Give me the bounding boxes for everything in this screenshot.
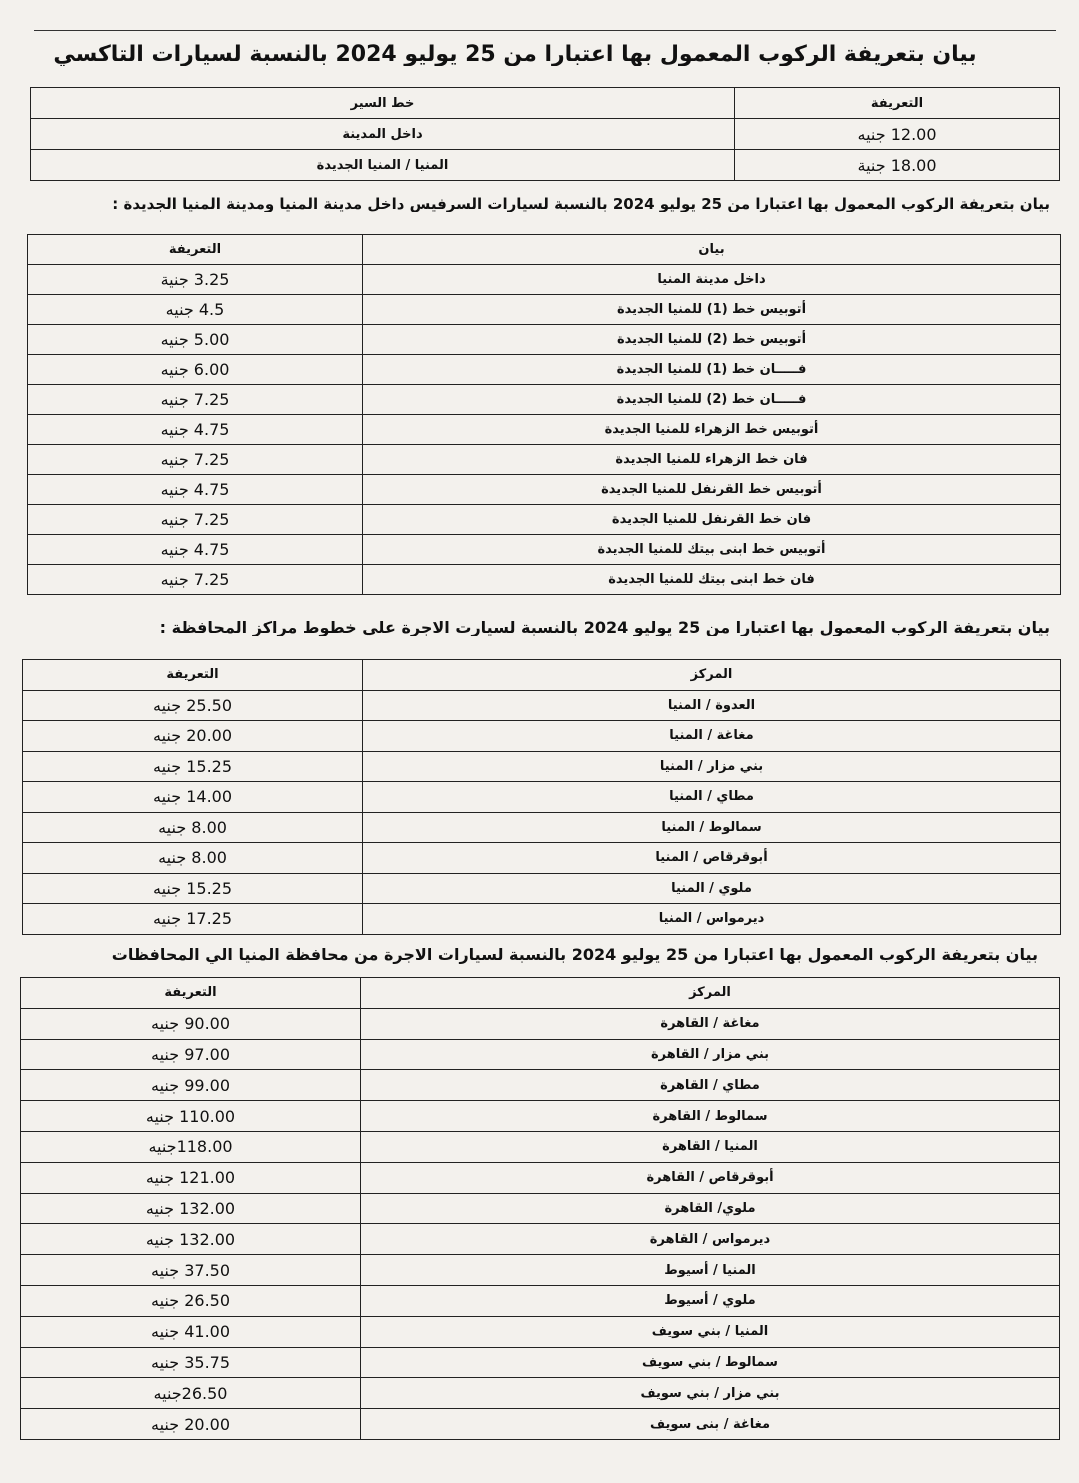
fare-cell: 14.00 جنيه bbox=[23, 782, 363, 813]
route-cell: المنيا / القاهرة bbox=[361, 1131, 1060, 1162]
route-cell: بني مزار / المنيا bbox=[363, 751, 1061, 782]
fare-cell: 37.50 جنيه bbox=[21, 1255, 361, 1286]
table-row bbox=[21, 1378, 1060, 1409]
table-row bbox=[28, 445, 1061, 475]
fare-cell: التعريفة bbox=[28, 235, 363, 265]
table-row bbox=[31, 119, 1060, 150]
fare-cell: 90.00 جنيه bbox=[21, 1008, 361, 1039]
route-cell: مطاي / القاهرة bbox=[361, 1070, 1060, 1101]
fare-cell: 99.00 جنيه bbox=[21, 1070, 361, 1101]
fare-cell: 41.00 جنيه bbox=[21, 1316, 361, 1347]
route-cell: خط السير bbox=[31, 88, 735, 119]
fare-cell: 7.25 جنيه bbox=[28, 505, 363, 535]
route-cell: فان خط الزهراء للمنيا الجديدة bbox=[363, 445, 1061, 475]
route-cell: ملوي/ القاهرة bbox=[361, 1193, 1060, 1224]
table-row bbox=[28, 505, 1061, 535]
route-cell: أتوبيس خط ابنى بيتك للمنيا الجديدة bbox=[363, 535, 1061, 565]
table-row bbox=[23, 690, 1061, 721]
top-rule bbox=[34, 30, 1056, 31]
route-cell: أبوقرقاص / المنيا bbox=[363, 843, 1061, 874]
fare-cell: 6.00 جنيه bbox=[28, 355, 363, 385]
service-fares-table bbox=[27, 234, 1061, 595]
route-cell: ديرمواس / المنيا bbox=[363, 904, 1061, 935]
route-cell: المنيا / بني سويف bbox=[361, 1316, 1060, 1347]
fare-cell: 97.00 جنيه bbox=[21, 1039, 361, 1070]
table-header-row bbox=[21, 978, 1060, 1009]
route-cell: بيان bbox=[363, 235, 1061, 265]
route-cell: داخل مدينة المنيا bbox=[363, 265, 1061, 295]
fare-cell: 25.50 جنيه bbox=[23, 690, 363, 721]
table-row bbox=[21, 1347, 1060, 1378]
route-cell: مطاي / المنيا bbox=[363, 782, 1061, 813]
route-cell: بني مزار / القاهرة bbox=[361, 1039, 1060, 1070]
table-row bbox=[23, 904, 1061, 935]
route-cell: العدوة / المنيا bbox=[363, 690, 1061, 721]
fare-cell: 26.50جنيه bbox=[21, 1378, 361, 1409]
route-cell: مغاغة / القاهرة bbox=[361, 1008, 1060, 1039]
route-cell: أتوبيس خط الزهراء للمنيا الجديدة bbox=[363, 415, 1061, 445]
route-cell: فـــــان خط (2) للمنيا الجديدة bbox=[363, 385, 1061, 415]
route-cell: سمالوط / المنيا bbox=[363, 812, 1061, 843]
route-cell: ملوي / المنيا bbox=[363, 873, 1061, 904]
route-cell: سمالوط / القاهرة bbox=[361, 1101, 1060, 1132]
fare-cell: 7.25 جنيه bbox=[28, 385, 363, 415]
table-row bbox=[21, 1285, 1060, 1316]
fare-cell: 4.75 جنيه bbox=[28, 415, 363, 445]
centers-fares-table bbox=[22, 659, 1061, 935]
fare-cell: 4.5 جنيه bbox=[28, 295, 363, 325]
fare-cell: 132.00 جنيه bbox=[21, 1224, 361, 1255]
route-cell: أتوبيس خط (1) للمنيا الجديدة bbox=[363, 295, 1061, 325]
fare-cell: 18.00 جنية bbox=[735, 150, 1060, 181]
table-row bbox=[21, 1070, 1060, 1101]
table-row bbox=[21, 1162, 1060, 1193]
route-cell: فان خط القرنفل للمنيا الجديدة bbox=[363, 505, 1061, 535]
fare-cell: 15.25 جنيه bbox=[23, 751, 363, 782]
route-cell: ملوي / أسيوط bbox=[361, 1285, 1060, 1316]
table-row bbox=[21, 1039, 1060, 1070]
fare-cell: 118.00جنيه bbox=[21, 1131, 361, 1162]
route-cell: مغاغة / بنى سويف bbox=[361, 1409, 1060, 1440]
table-row bbox=[23, 812, 1061, 843]
table-row bbox=[23, 721, 1061, 752]
fare-cell: التعريفة bbox=[735, 88, 1060, 119]
table-row bbox=[28, 415, 1061, 445]
fare-cell: التعريفة bbox=[21, 978, 361, 1009]
taxi-fares-table bbox=[30, 87, 1060, 181]
table-row bbox=[21, 1255, 1060, 1286]
table-row bbox=[23, 782, 1061, 813]
fare-cell: 20.00 جنيه bbox=[21, 1409, 361, 1440]
table-row bbox=[28, 565, 1061, 595]
route-cell: المركز bbox=[363, 660, 1061, 691]
table-row bbox=[21, 1193, 1060, 1224]
table-header-row bbox=[28, 235, 1061, 265]
governorates-fares-title: بيان بتعريفة الركوب المعمول بها اعتبارا من 25 يوليو 2024 بالنسبة لسيارات الاجرة من محافظة المنيا الي المحافظات bbox=[111, 945, 1038, 964]
route-cell: داخل المدينة bbox=[31, 119, 735, 150]
fare-cell: 35.75 جنيه bbox=[21, 1347, 361, 1378]
route-cell: مغاغة / المنيا bbox=[363, 721, 1061, 752]
table-row bbox=[21, 1409, 1060, 1440]
fare-cell: 121.00 جنيه bbox=[21, 1162, 361, 1193]
route-cell: أتوبيس خط (2) للمنيا الجديدة bbox=[363, 325, 1061, 355]
fare-cell: 4.75 جنيه bbox=[28, 475, 363, 505]
taxi-fares-title: بيان بتعريفة الركوب المعمول بها اعتبارا من 25 يوليو 2024 بالنسبة لسيارات التاكسي bbox=[53, 44, 977, 66]
route-cell: فان خط ابنى بيتك للمنيا الجديدة bbox=[363, 565, 1061, 595]
route-cell: سمالوط / بني سويف bbox=[361, 1347, 1060, 1378]
fare-cell: التعريفة bbox=[23, 660, 363, 691]
centers-fares-title: بيان بتعريفة الركوب المعمول بها اعتبارا من 25 يوليو 2024 بالنسبة لسيارت الاجرة علي خطوط مراكز المحافظة : bbox=[159, 620, 1050, 636]
governorates-fares-table bbox=[20, 977, 1060, 1440]
table-row bbox=[21, 1131, 1060, 1162]
fare-cell: 8.00 جنيه bbox=[23, 843, 363, 874]
table-row bbox=[28, 385, 1061, 415]
table-row bbox=[21, 1008, 1060, 1039]
fare-cell: 15.25 جنيه bbox=[23, 873, 363, 904]
table-row bbox=[31, 150, 1060, 181]
fare-cell: 132.00 جنيه bbox=[21, 1193, 361, 1224]
table-row bbox=[21, 1224, 1060, 1255]
fare-cell: 7.25 جنيه bbox=[28, 445, 363, 475]
fare-cell: 17.25 جنيه bbox=[23, 904, 363, 935]
fare-cell: 5.00 جنيه bbox=[28, 325, 363, 355]
route-cell: بني مزار / بني سويف bbox=[361, 1378, 1060, 1409]
table-row bbox=[28, 535, 1061, 565]
fare-cell: 8.00 جنيه bbox=[23, 812, 363, 843]
table-row bbox=[23, 843, 1061, 874]
route-cell: المركز bbox=[361, 978, 1060, 1009]
table-row bbox=[21, 1316, 1060, 1347]
route-cell: أبوقرقاص / القاهرة bbox=[361, 1162, 1060, 1193]
table-row bbox=[28, 355, 1061, 385]
table-row bbox=[28, 325, 1061, 355]
table-row bbox=[21, 1101, 1060, 1132]
fare-cell: 20.00 جنيه bbox=[23, 721, 363, 752]
route-cell: المنيا / أسيوط bbox=[361, 1255, 1060, 1286]
route-cell: فـــــان خط (1) للمنيا الجديدة bbox=[363, 355, 1061, 385]
route-cell: أتوبيس خط القرنفل للمنيا الجديدة bbox=[363, 475, 1061, 505]
service-fares-title: بيان بتعريفة الركوب المعمول بها اعتبارا من 25 يوليو 2024 بالنسبة لسيارات السرفيس داخل مدينة المنيا ومدينة المنيا الجديدة : bbox=[112, 197, 1050, 212]
table-header-row bbox=[31, 88, 1060, 119]
fare-cell: 7.25 جنيه bbox=[28, 565, 363, 595]
fare-cell: 3.25 جنية bbox=[28, 265, 363, 295]
table-row bbox=[28, 265, 1061, 295]
table-row bbox=[28, 475, 1061, 505]
table-row bbox=[23, 751, 1061, 782]
table-header-row bbox=[23, 660, 1061, 691]
route-cell: ديرمواس / القاهرة bbox=[361, 1224, 1060, 1255]
fare-cell: 110.00 جنيه bbox=[21, 1101, 361, 1132]
route-cell: المنيا / المنيا الجديدة bbox=[31, 150, 735, 181]
fare-cell: 4.75 جنيه bbox=[28, 535, 363, 565]
table-row bbox=[23, 873, 1061, 904]
fare-cell: 26.50 جنيه bbox=[21, 1285, 361, 1316]
fare-cell: 12.00 جنيه bbox=[735, 119, 1060, 150]
table-row bbox=[28, 295, 1061, 325]
